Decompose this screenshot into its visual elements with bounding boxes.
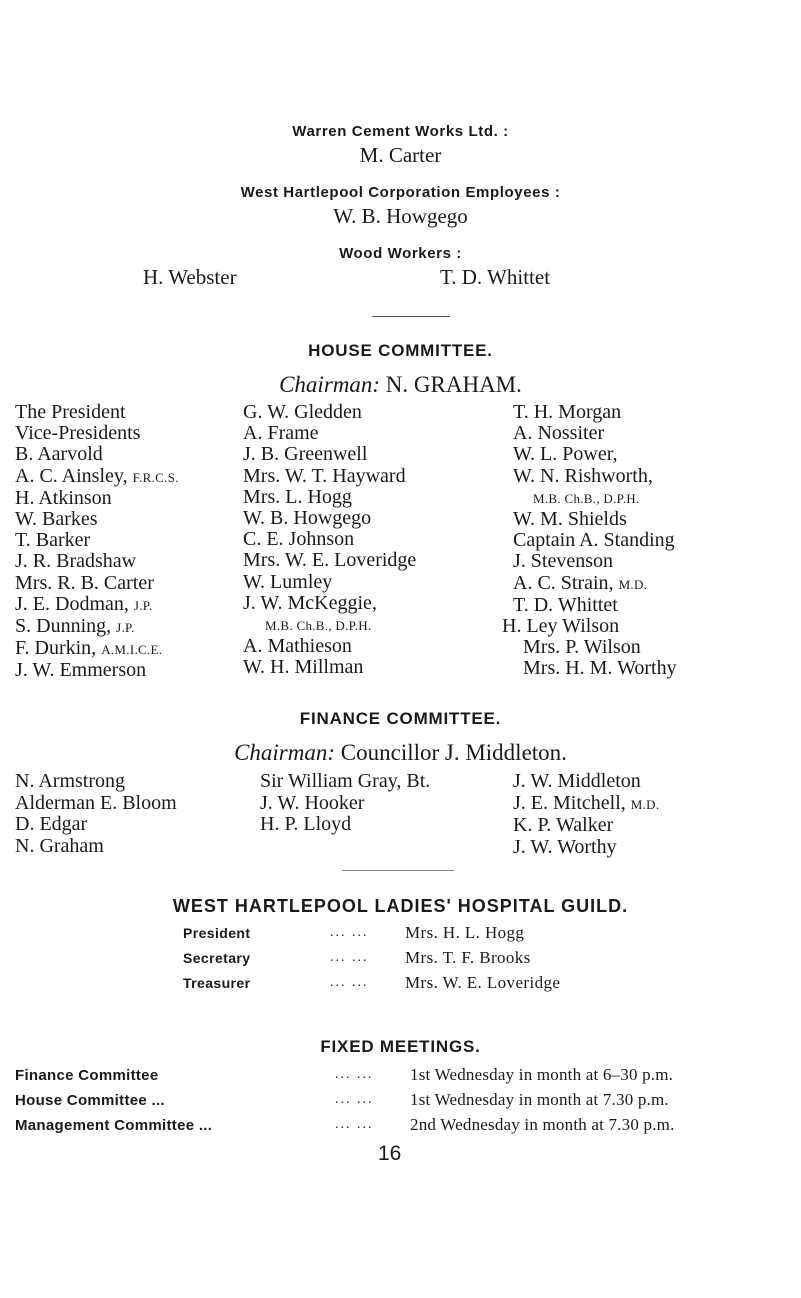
guild-president-value: Mrs. H. L. Hogg xyxy=(405,923,525,942)
divider xyxy=(342,870,454,871)
member: J. B. Greenwell xyxy=(243,443,368,466)
org-warren-cement: Warren Cement Works Ltd. : xyxy=(292,123,509,140)
finance-committee-column-1 xyxy=(15,771,177,857)
member: Mrs. W. E. Loveridge xyxy=(243,549,417,572)
member: Mrs. H. M. Worthy xyxy=(523,657,677,680)
member: J. W. Emmerson xyxy=(15,659,147,682)
finance-committee-heading: FINANCE COMMITTEE. xyxy=(299,709,502,728)
leader-dots: ... ... xyxy=(335,1117,374,1132)
leader-dots: ... ... xyxy=(335,1067,374,1082)
leader-dots: ... ... xyxy=(335,1092,374,1107)
house-committee-column-1 xyxy=(15,402,179,682)
member: A. Frame xyxy=(243,422,319,445)
member: S. Dunning, J.P. xyxy=(15,615,135,638)
guild-heading: WEST HARTLEPOOL LADIES' HOSPITAL GUILD. xyxy=(172,896,629,916)
member: The President xyxy=(15,401,126,423)
mckeggie-qualifications: M.B. Ch.B., D.P.H. xyxy=(265,618,372,634)
meeting-house-value: 1st Wednesday in month at 7.30 p.m. xyxy=(410,1090,669,1109)
member: B. Aarvold xyxy=(15,443,103,466)
member: H. Ley Wilson xyxy=(502,615,620,638)
member: W. L. Power, xyxy=(513,443,618,466)
guild-president-label: President xyxy=(183,925,251,941)
chairman-prefix: Chairman: xyxy=(234,740,336,765)
member: J. W. Worthy xyxy=(513,835,617,858)
house-committee-heading: HOUSE COMMITTEE. xyxy=(308,341,493,360)
finance-committee-chairman xyxy=(0,740,801,766)
member: A. C. Ainsley, F.R.C.S. xyxy=(15,464,179,487)
member: D. Edgar xyxy=(15,813,88,835)
member: Mrs. P. Wilson xyxy=(523,636,641,659)
rep-m-carter: M. Carter xyxy=(359,143,442,167)
meeting-house-label: House Committee ... xyxy=(15,1092,165,1109)
rep-h-webster: H. Webster xyxy=(143,265,237,289)
org-west-hartlepool-corporation: West Hartlepool Corporation Employees : xyxy=(240,184,561,201)
member: Mrs. L. Hogg xyxy=(243,485,352,508)
member: N. Armstrong xyxy=(15,770,125,792)
member: W. M. Shields xyxy=(513,508,627,531)
guild-secretary-value: Mrs. T. F. Brooks xyxy=(405,948,531,967)
member: J. Stevenson xyxy=(513,550,613,573)
member: J. W. Middleton xyxy=(513,770,641,792)
member: J. R. Bradshaw xyxy=(15,550,137,573)
leader-dots: ... ... xyxy=(330,950,369,965)
qualification: J.P. xyxy=(133,597,153,613)
meeting-management-value: 2nd Wednesday in month at 7.30 p.m. xyxy=(410,1115,675,1134)
member: N. Graham xyxy=(15,834,104,857)
divider xyxy=(372,316,450,317)
leader-dots: ... ... xyxy=(330,975,369,990)
member: Vice-Presidents xyxy=(15,422,141,445)
member: T. Barker xyxy=(15,529,91,552)
member: Mrs. W. T. Hayward xyxy=(243,464,406,487)
guild-treasurer-label: Treasurer xyxy=(183,975,251,991)
member: W. N. Rishworth, xyxy=(513,464,653,487)
qualification: F.R.C.S. xyxy=(132,469,179,485)
member: J. W. Hooker xyxy=(260,791,365,814)
chairman-name: N. GRAHAM. xyxy=(385,372,522,397)
meeting-management-label: Management Committee ... xyxy=(15,1117,213,1134)
member: H. Atkinson xyxy=(15,486,112,509)
member: A. Mathieson xyxy=(243,635,352,658)
finance-committee-column-3 xyxy=(513,771,659,858)
member: J. E. Dodman, J.P. xyxy=(15,592,153,615)
house-committee-column-2 xyxy=(243,402,416,679)
chairman-prefix: Chairman: xyxy=(279,372,381,397)
qualification: J.P. xyxy=(116,620,135,636)
member: W. Barkes xyxy=(15,508,98,531)
member: W. B. Howgego xyxy=(243,507,372,530)
member: Mrs. R. B. Carter xyxy=(15,571,154,594)
house-committee-chairman xyxy=(0,372,801,398)
member: W. Lumley xyxy=(243,570,333,593)
guild-secretary-label: Secretary xyxy=(183,950,251,966)
member: H. P. Lloyd xyxy=(260,813,352,835)
rishworth-qualifications: M.B. Ch.B., D.P.H. xyxy=(533,490,640,506)
member: Sir William Gray, Bt. xyxy=(260,770,431,792)
member: C. E. Johnson xyxy=(243,528,355,551)
member: G. W. Gledden xyxy=(243,401,362,423)
member: A. Nossiter xyxy=(513,422,605,445)
guild-treasurer-value: Mrs. W. E. Loveridge xyxy=(405,973,561,992)
rep-w-b-howgego: W. B. Howgego xyxy=(333,204,468,228)
leader-dots: ... ... xyxy=(330,925,369,940)
member: Alderman E. Bloom xyxy=(15,791,177,814)
fixed-meetings-heading: FIXED MEETINGS. xyxy=(320,1037,481,1056)
member: Captain A. Standing xyxy=(513,529,675,552)
qualification: A.M.I.C.E. xyxy=(101,642,163,658)
finance-committee-column-2 xyxy=(260,771,430,836)
member: A. C. Strain, M.D. xyxy=(513,571,648,594)
house-committee-column-3 xyxy=(502,401,677,680)
meeting-finance-label: Finance Committee xyxy=(15,1067,159,1084)
qualification: M.D. xyxy=(618,576,648,592)
qualification: M.D. xyxy=(630,796,660,812)
org-wood-workers: Wood Workers : xyxy=(339,245,462,262)
member: T. H. Morgan xyxy=(513,401,622,423)
rep-t-d-whittet: T. D. Whittet xyxy=(440,265,551,289)
member: W. H. Millman xyxy=(243,656,364,679)
member: F. Durkin, A.M.I.C.E. xyxy=(15,637,163,660)
member: J. W. McKeggie, xyxy=(243,591,377,614)
member: J. E. Mitchell, M.D. xyxy=(513,791,660,814)
page-number: 16 xyxy=(378,1142,402,1165)
member: K. P. Walker xyxy=(513,814,614,836)
chairman-name: Councillor J. Middleton. xyxy=(340,740,567,765)
member: T. D. Whittet xyxy=(513,593,618,616)
meeting-finance-value: 1st Wednesday in month at 6–30 p.m. xyxy=(410,1065,674,1084)
